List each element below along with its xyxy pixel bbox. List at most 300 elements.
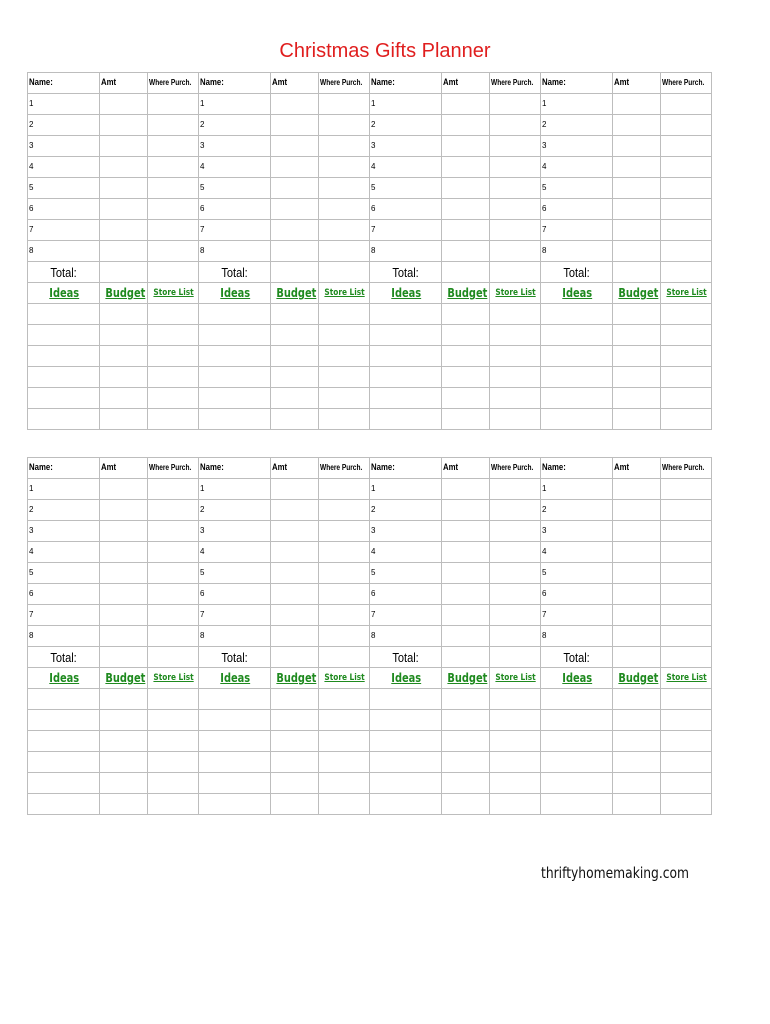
- ideas-cell[interactable]: [28, 325, 100, 346]
- amount-cell[interactable]: [271, 521, 319, 542]
- amount-cell[interactable]: [271, 136, 319, 157]
- where-purchased-cell[interactable]: [490, 542, 541, 563]
- gift-name-cell[interactable]: [541, 605, 613, 626]
- store-list-cell[interactable]: [148, 388, 199, 409]
- budget-cell[interactable]: [100, 367, 148, 388]
- gift-name-cell[interactable]: [28, 500, 100, 521]
- where-purchased-cell[interactable]: [319, 157, 370, 178]
- store-list-cell[interactable]: [490, 367, 541, 388]
- store-list-cell[interactable]: [490, 409, 541, 430]
- amount-cell[interactable]: [271, 605, 319, 626]
- where-purchased-cell[interactable]: [148, 157, 199, 178]
- amount-cell[interactable]: [271, 220, 319, 241]
- amount-cell[interactable]: [442, 605, 490, 626]
- amount-cell[interactable]: [100, 136, 148, 157]
- ideas-cell[interactable]: [370, 346, 442, 367]
- gift-name-cell[interactable]: [541, 136, 613, 157]
- gift-name-cell[interactable]: [199, 94, 271, 115]
- budget-cell[interactable]: [100, 752, 148, 773]
- store-list-cell[interactable]: [148, 346, 199, 367]
- amount-cell[interactable]: [442, 521, 490, 542]
- store-list-cell[interactable]: [319, 794, 370, 815]
- gift-name-cell[interactable]: [541, 157, 613, 178]
- ideas-cell[interactable]: [28, 773, 100, 794]
- gift-name-cell[interactable]: [370, 626, 442, 647]
- budget-cell[interactable]: [100, 794, 148, 815]
- where-purchased-cell[interactable]: [661, 479, 712, 500]
- budget-cell[interactable]: [100, 773, 148, 794]
- amount-cell[interactable]: [100, 479, 148, 500]
- where-purchased-cell[interactable]: [490, 500, 541, 521]
- total-amount-cell[interactable]: [100, 647, 148, 668]
- where-purchased-cell[interactable]: [319, 136, 370, 157]
- ideas-cell[interactable]: [199, 731, 271, 752]
- where-purchased-cell[interactable]: [319, 479, 370, 500]
- budget-cell[interactable]: [613, 752, 661, 773]
- ideas-cell[interactable]: [370, 304, 442, 325]
- budget-cell[interactable]: [442, 689, 490, 710]
- amount-cell[interactable]: [442, 584, 490, 605]
- where-purchased-cell[interactable]: [661, 584, 712, 605]
- amount-cell[interactable]: [100, 157, 148, 178]
- gift-name-cell[interactable]: [28, 479, 100, 500]
- amount-cell[interactable]: [442, 94, 490, 115]
- gift-name-cell[interactable]: [541, 220, 613, 241]
- budget-cell[interactable]: [100, 710, 148, 731]
- ideas-cell[interactable]: [199, 710, 271, 731]
- ideas-cell[interactable]: [370, 731, 442, 752]
- ideas-cell[interactable]: [370, 388, 442, 409]
- ideas-cell[interactable]: [541, 773, 613, 794]
- gift-name-cell[interactable]: [541, 94, 613, 115]
- store-list-cell[interactable]: [490, 346, 541, 367]
- gift-name-cell[interactable]: [370, 584, 442, 605]
- amount-cell[interactable]: [271, 563, 319, 584]
- where-purchased-cell[interactable]: [661, 542, 712, 563]
- amount-cell[interactable]: [442, 157, 490, 178]
- where-purchased-cell[interactable]: [661, 605, 712, 626]
- ideas-cell[interactable]: [541, 304, 613, 325]
- ideas-cell[interactable]: [28, 409, 100, 430]
- store-list-cell[interactable]: [148, 409, 199, 430]
- where-purchased-cell[interactable]: [490, 220, 541, 241]
- store-list-cell[interactable]: [661, 710, 712, 731]
- gift-name-cell[interactable]: [370, 479, 442, 500]
- amount-cell[interactable]: [271, 94, 319, 115]
- store-list-cell[interactable]: [319, 773, 370, 794]
- amount-cell[interactable]: [442, 626, 490, 647]
- budget-cell[interactable]: [442, 794, 490, 815]
- where-purchased-cell[interactable]: [148, 241, 199, 262]
- gift-name-cell[interactable]: [541, 241, 613, 262]
- ideas-cell[interactable]: [370, 710, 442, 731]
- amount-cell[interactable]: [100, 500, 148, 521]
- gift-name-cell[interactable]: [370, 500, 442, 521]
- gift-name-cell[interactable]: [370, 136, 442, 157]
- ideas-cell[interactable]: [199, 794, 271, 815]
- total-amount-cell[interactable]: [613, 647, 661, 668]
- gift-name-cell[interactable]: [199, 136, 271, 157]
- store-list-cell[interactable]: [661, 325, 712, 346]
- where-purchased-cell[interactable]: [319, 178, 370, 199]
- ideas-cell[interactable]: [28, 731, 100, 752]
- budget-cell[interactable]: [271, 304, 319, 325]
- budget-cell[interactable]: [100, 731, 148, 752]
- gift-name-cell[interactable]: [28, 220, 100, 241]
- gift-name-cell[interactable]: [541, 521, 613, 542]
- budget-cell[interactable]: [100, 346, 148, 367]
- amount-cell[interactable]: [100, 542, 148, 563]
- amount-cell[interactable]: [613, 157, 661, 178]
- store-list-cell[interactable]: [148, 752, 199, 773]
- store-list-cell[interactable]: [661, 346, 712, 367]
- amount-cell[interactable]: [613, 115, 661, 136]
- amount-cell[interactable]: [613, 605, 661, 626]
- ideas-cell[interactable]: [541, 794, 613, 815]
- store-list-cell[interactable]: [490, 731, 541, 752]
- ideas-cell[interactable]: [541, 325, 613, 346]
- ideas-cell[interactable]: [541, 689, 613, 710]
- gift-name-cell[interactable]: [541, 199, 613, 220]
- store-list-cell[interactable]: [148, 689, 199, 710]
- where-purchased-cell[interactable]: [148, 605, 199, 626]
- gift-name-cell[interactable]: [370, 241, 442, 262]
- store-list-cell[interactable]: [661, 794, 712, 815]
- gift-name-cell[interactable]: [199, 563, 271, 584]
- store-list-cell[interactable]: [148, 731, 199, 752]
- gift-name-cell[interactable]: [370, 521, 442, 542]
- gift-name-cell[interactable]: [541, 584, 613, 605]
- budget-cell[interactable]: [271, 367, 319, 388]
- amount-cell[interactable]: [442, 563, 490, 584]
- total-amount-cell[interactable]: [442, 262, 490, 283]
- ideas-cell[interactable]: [541, 731, 613, 752]
- gift-name-cell[interactable]: [541, 563, 613, 584]
- where-purchased-cell[interactable]: [490, 241, 541, 262]
- gift-name-cell[interactable]: [541, 626, 613, 647]
- budget-cell[interactable]: [100, 304, 148, 325]
- amount-cell[interactable]: [271, 626, 319, 647]
- gift-name-cell[interactable]: [199, 542, 271, 563]
- gift-name-cell[interactable]: [28, 94, 100, 115]
- where-purchased-cell[interactable]: [319, 241, 370, 262]
- where-purchased-cell[interactable]: [319, 542, 370, 563]
- where-purchased-cell[interactable]: [148, 542, 199, 563]
- ideas-cell[interactable]: [199, 752, 271, 773]
- where-purchased-cell[interactable]: [490, 584, 541, 605]
- store-list-cell[interactable]: [148, 773, 199, 794]
- budget-cell[interactable]: [100, 325, 148, 346]
- gift-name-cell[interactable]: [28, 199, 100, 220]
- ideas-cell[interactable]: [199, 304, 271, 325]
- budget-cell[interactable]: [613, 689, 661, 710]
- where-purchased-cell[interactable]: [490, 94, 541, 115]
- amount-cell[interactable]: [613, 542, 661, 563]
- where-purchased-cell[interactable]: [319, 500, 370, 521]
- gift-name-cell[interactable]: [541, 479, 613, 500]
- gift-name-cell[interactable]: [541, 178, 613, 199]
- budget-cell[interactable]: [613, 304, 661, 325]
- budget-cell[interactable]: [271, 773, 319, 794]
- where-purchased-cell[interactable]: [661, 199, 712, 220]
- amount-cell[interactable]: [100, 521, 148, 542]
- store-list-cell[interactable]: [661, 773, 712, 794]
- budget-cell[interactable]: [613, 710, 661, 731]
- ideas-cell[interactable]: [370, 325, 442, 346]
- budget-cell[interactable]: [613, 731, 661, 752]
- store-list-cell[interactable]: [661, 731, 712, 752]
- where-purchased-cell[interactable]: [319, 199, 370, 220]
- budget-cell[interactable]: [442, 388, 490, 409]
- gift-name-cell[interactable]: [199, 178, 271, 199]
- budget-cell[interactable]: [271, 388, 319, 409]
- ideas-cell[interactable]: [199, 325, 271, 346]
- where-purchased-cell[interactable]: [148, 220, 199, 241]
- gift-name-cell[interactable]: [28, 178, 100, 199]
- ideas-cell[interactable]: [541, 367, 613, 388]
- amount-cell[interactable]: [613, 500, 661, 521]
- store-list-cell[interactable]: [490, 325, 541, 346]
- ideas-cell[interactable]: [370, 794, 442, 815]
- gift-name-cell[interactable]: [370, 178, 442, 199]
- amount-cell[interactable]: [442, 220, 490, 241]
- where-purchased-cell[interactable]: [148, 584, 199, 605]
- ideas-cell[interactable]: [541, 752, 613, 773]
- store-list-cell[interactable]: [319, 367, 370, 388]
- where-purchased-cell[interactable]: [490, 178, 541, 199]
- amount-cell[interactable]: [271, 178, 319, 199]
- gift-name-cell[interactable]: [199, 500, 271, 521]
- amount-cell[interactable]: [613, 178, 661, 199]
- amount-cell[interactable]: [100, 178, 148, 199]
- amount-cell[interactable]: [613, 521, 661, 542]
- amount-cell[interactable]: [613, 136, 661, 157]
- where-purchased-cell[interactable]: [148, 136, 199, 157]
- where-purchased-cell[interactable]: [661, 178, 712, 199]
- gift-name-cell[interactable]: [199, 199, 271, 220]
- budget-cell[interactable]: [271, 689, 319, 710]
- amount-cell[interactable]: [613, 199, 661, 220]
- store-list-cell[interactable]: [490, 710, 541, 731]
- where-purchased-cell[interactable]: [319, 94, 370, 115]
- ideas-cell[interactable]: [28, 689, 100, 710]
- gift-name-cell[interactable]: [370, 605, 442, 626]
- ideas-cell[interactable]: [370, 367, 442, 388]
- budget-cell[interactable]: [100, 409, 148, 430]
- gift-name-cell[interactable]: [28, 521, 100, 542]
- store-list-cell[interactable]: [319, 388, 370, 409]
- ideas-cell[interactable]: [199, 689, 271, 710]
- budget-cell[interactable]: [613, 346, 661, 367]
- where-purchased-cell[interactable]: [148, 626, 199, 647]
- amount-cell[interactable]: [613, 626, 661, 647]
- where-purchased-cell[interactable]: [661, 94, 712, 115]
- budget-cell[interactable]: [613, 388, 661, 409]
- ideas-cell[interactable]: [28, 794, 100, 815]
- where-purchased-cell[interactable]: [148, 479, 199, 500]
- budget-cell[interactable]: [442, 752, 490, 773]
- ideas-cell[interactable]: [199, 346, 271, 367]
- gift-name-cell[interactable]: [370, 115, 442, 136]
- gift-name-cell[interactable]: [370, 94, 442, 115]
- store-list-cell[interactable]: [490, 752, 541, 773]
- ideas-cell[interactable]: [199, 367, 271, 388]
- amount-cell[interactable]: [271, 584, 319, 605]
- ideas-cell[interactable]: [370, 773, 442, 794]
- ideas-cell[interactable]: [28, 346, 100, 367]
- amount-cell[interactable]: [442, 178, 490, 199]
- store-list-cell[interactable]: [661, 367, 712, 388]
- ideas-cell[interactable]: [370, 689, 442, 710]
- amount-cell[interactable]: [613, 220, 661, 241]
- store-list-cell[interactable]: [490, 689, 541, 710]
- where-purchased-cell[interactable]: [490, 626, 541, 647]
- amount-cell[interactable]: [100, 220, 148, 241]
- amount-cell[interactable]: [442, 115, 490, 136]
- where-purchased-cell[interactable]: [661, 220, 712, 241]
- budget-cell[interactable]: [271, 409, 319, 430]
- budget-cell[interactable]: [613, 409, 661, 430]
- gift-name-cell[interactable]: [28, 584, 100, 605]
- store-list-cell[interactable]: [661, 689, 712, 710]
- ideas-cell[interactable]: [28, 710, 100, 731]
- where-purchased-cell[interactable]: [319, 563, 370, 584]
- amount-cell[interactable]: [613, 241, 661, 262]
- where-purchased-cell[interactable]: [319, 584, 370, 605]
- amount-cell[interactable]: [271, 199, 319, 220]
- gift-name-cell[interactable]: [199, 479, 271, 500]
- where-purchased-cell[interactable]: [490, 199, 541, 220]
- total-amount-cell[interactable]: [271, 262, 319, 283]
- where-purchased-cell[interactable]: [490, 605, 541, 626]
- amount-cell[interactable]: [271, 500, 319, 521]
- ideas-cell[interactable]: [370, 752, 442, 773]
- budget-cell[interactable]: [442, 773, 490, 794]
- store-list-cell[interactable]: [319, 346, 370, 367]
- gift-name-cell[interactable]: [28, 626, 100, 647]
- total-amount-cell[interactable]: [442, 647, 490, 668]
- amount-cell[interactable]: [613, 584, 661, 605]
- store-list-cell[interactable]: [319, 689, 370, 710]
- gift-name-cell[interactable]: [28, 563, 100, 584]
- amount-cell[interactable]: [613, 94, 661, 115]
- where-purchased-cell[interactable]: [661, 241, 712, 262]
- budget-cell[interactable]: [271, 731, 319, 752]
- budget-cell[interactable]: [271, 710, 319, 731]
- ideas-cell[interactable]: [541, 346, 613, 367]
- budget-cell[interactable]: [100, 388, 148, 409]
- store-list-cell[interactable]: [661, 752, 712, 773]
- ideas-cell[interactable]: [199, 773, 271, 794]
- ideas-cell[interactable]: [199, 388, 271, 409]
- where-purchased-cell[interactable]: [490, 479, 541, 500]
- amount-cell[interactable]: [271, 157, 319, 178]
- ideas-cell[interactable]: [28, 367, 100, 388]
- where-purchased-cell[interactable]: [148, 115, 199, 136]
- amount-cell[interactable]: [100, 241, 148, 262]
- gift-name-cell[interactable]: [541, 542, 613, 563]
- gift-name-cell[interactable]: [199, 584, 271, 605]
- gift-name-cell[interactable]: [199, 157, 271, 178]
- where-purchased-cell[interactable]: [661, 626, 712, 647]
- amount-cell[interactable]: [100, 94, 148, 115]
- where-purchased-cell[interactable]: [490, 521, 541, 542]
- amount-cell[interactable]: [442, 241, 490, 262]
- store-list-cell[interactable]: [661, 409, 712, 430]
- budget-cell[interactable]: [271, 325, 319, 346]
- budget-cell[interactable]: [613, 325, 661, 346]
- budget-cell[interactable]: [613, 773, 661, 794]
- store-list-cell[interactable]: [148, 304, 199, 325]
- store-list-cell[interactable]: [148, 794, 199, 815]
- gift-name-cell[interactable]: [370, 157, 442, 178]
- where-purchased-cell[interactable]: [661, 136, 712, 157]
- gift-name-cell[interactable]: [199, 521, 271, 542]
- store-list-cell[interactable]: [148, 325, 199, 346]
- total-amount-cell[interactable]: [613, 262, 661, 283]
- where-purchased-cell[interactable]: [319, 115, 370, 136]
- gift-name-cell[interactable]: [28, 542, 100, 563]
- store-list-cell[interactable]: [490, 304, 541, 325]
- where-purchased-cell[interactable]: [319, 605, 370, 626]
- store-list-cell[interactable]: [490, 773, 541, 794]
- amount-cell[interactable]: [100, 584, 148, 605]
- ideas-cell[interactable]: [541, 710, 613, 731]
- budget-cell[interactable]: [271, 794, 319, 815]
- gift-name-cell[interactable]: [28, 136, 100, 157]
- budget-cell[interactable]: [442, 346, 490, 367]
- amount-cell[interactable]: [613, 563, 661, 584]
- budget-cell[interactable]: [613, 794, 661, 815]
- where-purchased-cell[interactable]: [148, 178, 199, 199]
- budget-cell[interactable]: [442, 409, 490, 430]
- gift-name-cell[interactable]: [28, 157, 100, 178]
- gift-name-cell[interactable]: [28, 241, 100, 262]
- store-list-cell[interactable]: [319, 304, 370, 325]
- budget-cell[interactable]: [271, 752, 319, 773]
- amount-cell[interactable]: [100, 563, 148, 584]
- gift-name-cell[interactable]: [541, 115, 613, 136]
- where-purchased-cell[interactable]: [490, 157, 541, 178]
- amount-cell[interactable]: [442, 542, 490, 563]
- store-list-cell[interactable]: [319, 409, 370, 430]
- store-list-cell[interactable]: [490, 388, 541, 409]
- store-list-cell[interactable]: [319, 752, 370, 773]
- gift-name-cell[interactable]: [28, 115, 100, 136]
- gift-name-cell[interactable]: [199, 220, 271, 241]
- gift-name-cell[interactable]: [370, 542, 442, 563]
- gift-name-cell[interactable]: [199, 626, 271, 647]
- amount-cell[interactable]: [442, 479, 490, 500]
- where-purchased-cell[interactable]: [148, 94, 199, 115]
- store-list-cell[interactable]: [490, 794, 541, 815]
- amount-cell[interactable]: [100, 605, 148, 626]
- amount-cell[interactable]: [271, 115, 319, 136]
- gift-name-cell[interactable]: [199, 115, 271, 136]
- store-list-cell[interactable]: [661, 388, 712, 409]
- budget-cell[interactable]: [613, 367, 661, 388]
- total-amount-cell[interactable]: [100, 262, 148, 283]
- gift-name-cell[interactable]: [541, 500, 613, 521]
- budget-cell[interactable]: [442, 367, 490, 388]
- ideas-cell[interactable]: [28, 752, 100, 773]
- budget-cell[interactable]: [271, 346, 319, 367]
- where-purchased-cell[interactable]: [148, 199, 199, 220]
- where-purchased-cell[interactable]: [661, 521, 712, 542]
- gift-name-cell[interactable]: [199, 605, 271, 626]
- store-list-cell[interactable]: [148, 367, 199, 388]
- total-amount-cell[interactable]: [271, 647, 319, 668]
